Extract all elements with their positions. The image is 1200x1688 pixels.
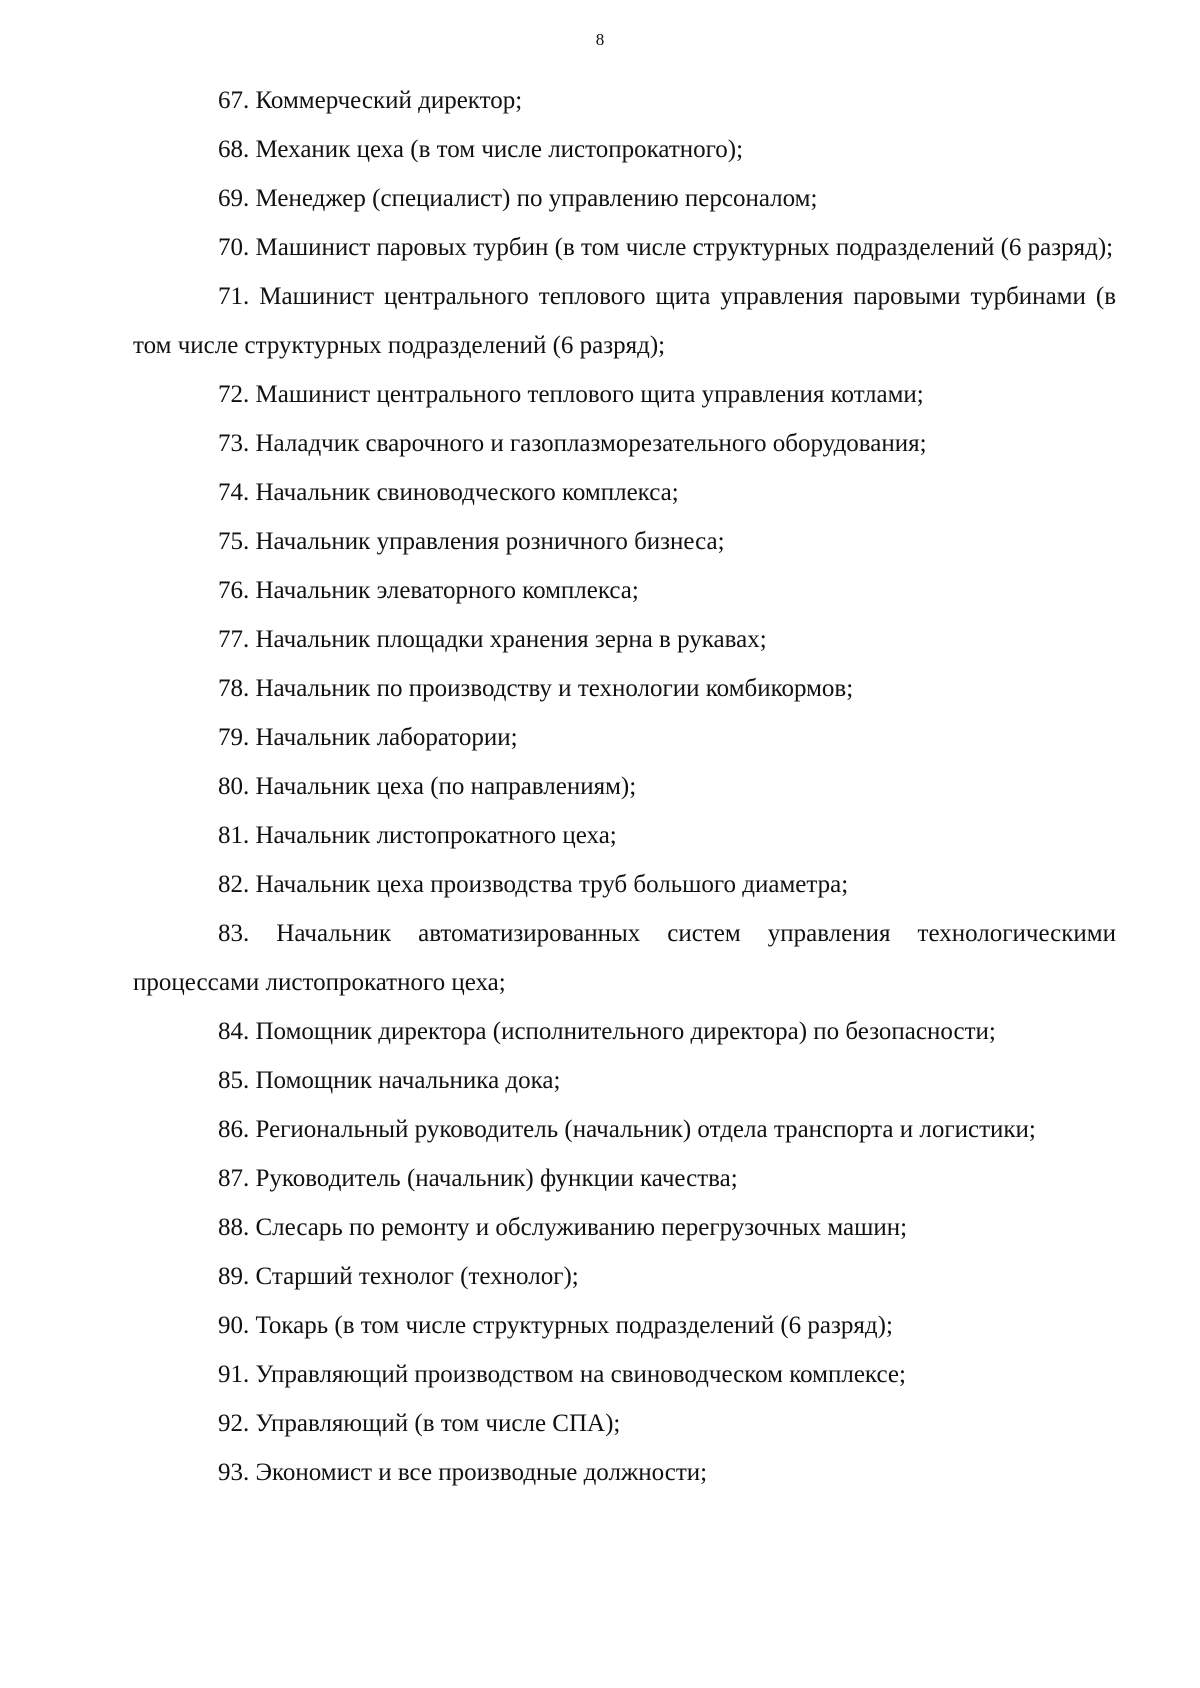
list-item: 84. Помощник директора (исполнительного директора) по безопасности; (218, 1018, 996, 1045)
list-item: 90. Токарь (в том числе структурных подразделений (6 разряд); (218, 1312, 893, 1339)
list-item: 76. Начальник элеваторного комплекса; (218, 577, 639, 604)
page-number: 8 (595, 30, 605, 49)
position-list (133, 76, 1116, 1497)
list-item: 86. Региональный руководитель (начальник) отдела транспорта и логистики; (218, 1116, 1036, 1143)
list-item: 79. Начальник лаборатории; (218, 724, 518, 751)
list-item: 73. Наладчик сварочного и газоплазморезательного оборудования; (218, 430, 927, 457)
list-item: 87. Руководитель (начальник) функции качества; (218, 1165, 738, 1192)
list-item: 78. Начальник по производству и технологии комбикормов; (218, 675, 854, 702)
list-item: 89. Старший технолог (технолог); (218, 1263, 579, 1290)
list-item: 93. Экономист и все производные должности; (218, 1459, 708, 1486)
list-item: 67. Коммерческий директор; (218, 87, 523, 114)
list-item: 77. Начальник площадки хранения зерна в рукавах; (218, 626, 767, 653)
list-item: 85. Помощник начальника дока; (218, 1067, 561, 1094)
list-item: 75. Начальник управления розничного бизнеса; (218, 528, 725, 555)
list-item: 92. Управляющий (в том числе СПА); (218, 1410, 621, 1437)
list-item: 91. Управляющий производством на свиноводческом комплексе; (218, 1361, 906, 1388)
list-item: 72. Машинист центрального теплового щита управления котлами; (218, 381, 924, 408)
list-item: 82. Начальник цеха производства труб большого диаметра; (218, 871, 849, 898)
list-item: 70. Машинист паровых турбин (в том числе структурных подразделений (6 разряд); (218, 234, 1114, 261)
list-item: 83. Начальник автоматизированных систем управления технологическими процессами листопрокатного цеха; (133, 920, 1116, 996)
list-item: 74. Начальник свиноводческого комплекса; (218, 479, 679, 506)
list-item: 80. Начальник цеха (по направлениям); (218, 773, 637, 800)
list-item: 81. Начальник листопрокатного цеха; (218, 822, 617, 849)
list-item: 69. Менеджер (специалист) по управлению персоналом; (218, 185, 818, 212)
list-item: 68. Механик цеха (в том числе листопрокатного); (218, 136, 744, 163)
list-item: 88. Слесарь по ремонту и обслуживанию перегрузочных машин; (218, 1214, 908, 1241)
list-item: 71. Машинист центрального теплового щита управления паровыми турбинами (в том числе структурных подразделений (6 разряд); (133, 283, 1116, 359)
